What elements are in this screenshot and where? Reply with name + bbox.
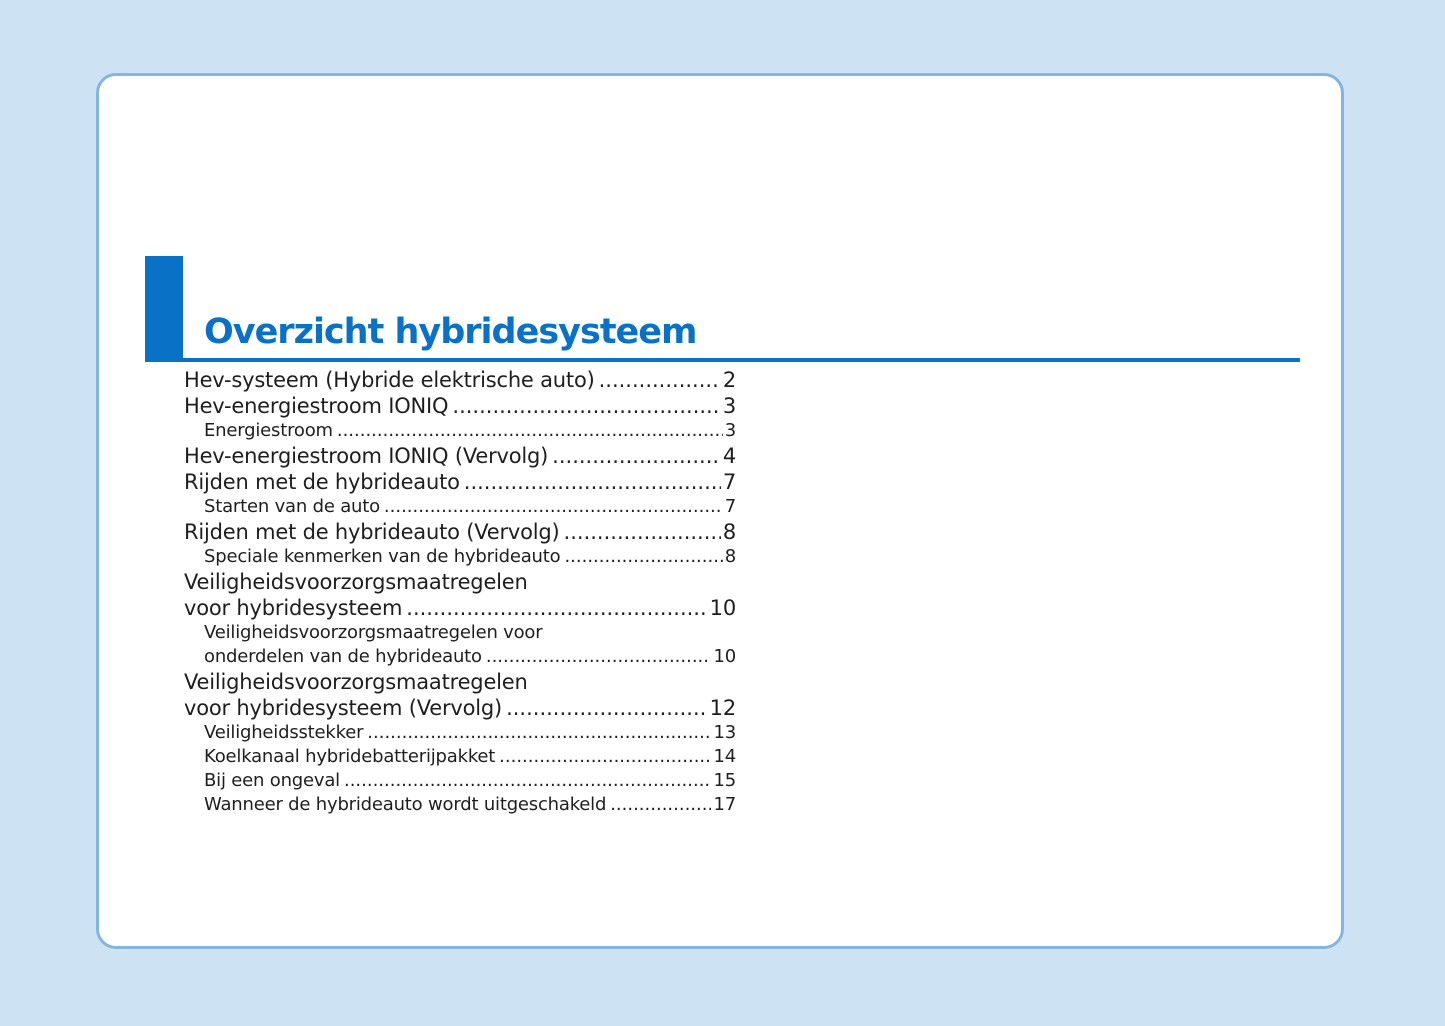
toc-subitem-speciale-kenmerken[interactable] (184, 545, 736, 569)
toc-item-hev-systeem[interactable] (184, 367, 736, 393)
toc-item-page: 13 (713, 722, 736, 743)
toc-leader-dots (344, 769, 712, 793)
toc-subitem-uitgeschakeld[interactable] (184, 793, 736, 817)
toc-item-page: 17 (713, 794, 736, 815)
toc-leader-dots (384, 495, 723, 519)
toc-item-veiligheid[interactable] (184, 569, 736, 621)
toc-item-label: Hev-energiestroom IONIQ (Vervolg) (184, 444, 549, 468)
toc-item-page: 10 (709, 596, 736, 620)
toc-item-veiligheid-vervolg[interactable] (184, 669, 736, 721)
toc-item-page: 8 (722, 520, 736, 544)
section-accent-bar (145, 256, 183, 362)
toc-leader-dots (486, 645, 712, 669)
toc-item-page: 12 (709, 696, 736, 720)
toc-item-label-line1: Veiligheidsvoorzorgsmaatregelen (184, 570, 528, 594)
toc-leader-dots (499, 745, 711, 769)
toc-item-label: Speciale kenmerken van de hybrideauto (204, 546, 561, 567)
section-title: Overzicht hybridesysteem (204, 312, 697, 352)
toc-item-page: 2 (722, 368, 736, 392)
toc-subitem-ongeval[interactable] (184, 769, 736, 793)
toc-item-label: Starten van de auto (204, 496, 380, 517)
toc-leader-dots (564, 545, 722, 569)
toc-leader-dots (599, 367, 721, 393)
toc-item-label: Rijden met de hybrideauto (Vervolg) (184, 520, 560, 544)
toc-leader-dots (506, 695, 708, 721)
toc-item-page: 4 (722, 444, 736, 468)
toc-subitem-veiligheid-onderdelen[interactable] (184, 621, 736, 669)
toc-subitem-energiestroom[interactable] (184, 419, 736, 443)
title-underline (145, 358, 1300, 362)
toc-item-hev-energiestroom-vervolg[interactable] (184, 443, 736, 469)
toc-item-label: Rijden met de hybrideauto (184, 470, 460, 494)
toc-subitem-veiligheidsstekker[interactable] (184, 721, 736, 745)
toc-leader-dots (464, 469, 721, 495)
toc-leader-dots (452, 393, 720, 419)
toc-subitem-koelkanaal[interactable] (184, 745, 736, 769)
toc-item-page: 3 (724, 420, 736, 441)
toc-item-rijden[interactable] (184, 469, 736, 495)
toc-item-page: 14 (713, 746, 736, 767)
toc-item-page: 3 (722, 394, 736, 418)
toc-leader-dots (552, 443, 721, 469)
toc-item-rijden-vervolg[interactable] (184, 519, 736, 545)
toc-leader-dots (337, 419, 723, 443)
toc-item-page: 7 (724, 496, 736, 517)
toc-item-label: Energiestroom (204, 420, 333, 441)
toc-item-label-line2: voor hybridesysteem (Vervolg) (184, 696, 503, 720)
toc-item-label: Wanneer de hybrideauto wordt uitgeschakeld (204, 794, 607, 815)
toc-leader-dots (367, 721, 711, 745)
toc-item-label-line2: voor hybridesysteem (184, 596, 403, 620)
toc-item-label: Hev-systeem (Hybride elektrische auto) (184, 368, 595, 392)
toc-subitem-starten[interactable] (184, 495, 736, 519)
toc-item-hev-energiestroom[interactable] (184, 393, 736, 419)
table-of-contents (184, 367, 736, 817)
toc-item-label: Veiligheidsstekker (204, 722, 364, 743)
toc-leader-dots (406, 595, 707, 621)
toc-item-page: 15 (713, 770, 736, 791)
toc-item-label: Hev-energiestroom IONIQ (184, 394, 449, 418)
toc-item-label: Bij een ongeval (204, 770, 340, 791)
toc-item-label-line1: Veiligheidsvoorzorgsmaatregelen (184, 670, 528, 694)
toc-leader-dots (564, 519, 721, 545)
toc-item-page: 10 (713, 646, 736, 667)
toc-item-page: 8 (724, 546, 736, 567)
toc-item-label-line1: Veiligheidsvoorzorgsmaatregelen voor (204, 622, 543, 643)
toc-item-label: Koelkanaal hybridebatterijpakket (204, 746, 496, 767)
toc-leader-dots (610, 793, 711, 817)
toc-item-label-line2: onderdelen van de hybrideauto (204, 646, 482, 667)
toc-item-page: 7 (722, 470, 736, 494)
